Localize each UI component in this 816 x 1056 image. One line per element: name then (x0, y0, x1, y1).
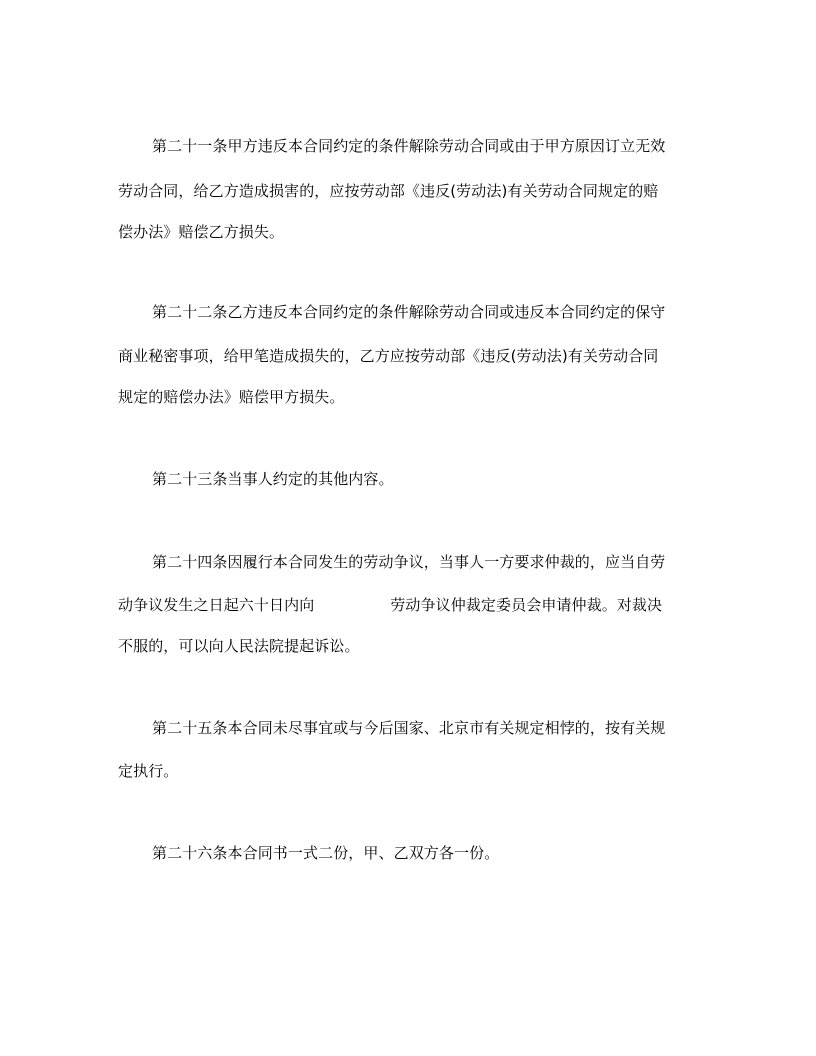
article-24-line-2 (118, 595, 718, 615)
article-22-line-2: 商业秘密事项，给甲笔造成损失的，乙方应按劳动部《违反(劳动法)有关劳动合同 (118, 347, 659, 365)
article-24-line-2-prefix: 动争议发生之日起六十日内向 (118, 596, 315, 614)
article-22-line-1: 第二十二条乙方违反本合同约定的条件解除劳动合同或违反本合同约定的保守 (152, 303, 666, 321)
article-24-line-2-suffix: 劳动争议仲裁定委员会申请仲裁。对裁决 (390, 596, 663, 614)
article-24-line-3: 不服的，可以向人民法院提起诉讼。 (118, 637, 360, 655)
article-25-line-2: 定执行。 (118, 762, 179, 780)
article-22-line-3: 规定的赔偿办法》赔偿甲方损失。 (118, 388, 345, 406)
article-21-line-2: 劳动合同，给乙方造成损害的，应按劳动部《违反(劳动法)有关劳动合同规定的赔 (118, 182, 659, 200)
article-26-line-1: 第二十六条本合同书一式二份，甲、乙双方各一份。 (152, 844, 500, 862)
article-21-line-3: 偿办法》赔偿乙方损失。 (118, 223, 285, 241)
article-25-line-1: 第二十五条本合同未尽事宜或与今后国家、北京市有关规定相悖的，按有关规 (152, 719, 666, 737)
article-24-line-1: 第二十四条因履行本合同发生的劳动争议，当事人一方要求仲裁的，应当自劳 (152, 553, 666, 571)
article-23-line-1: 第二十三条当事人约定的其他内容。 (152, 470, 394, 488)
article-21-line-1: 第二十一条甲方违反本合同约定的条件解除劳动合同或由于甲方原因订立无效 (152, 137, 666, 155)
